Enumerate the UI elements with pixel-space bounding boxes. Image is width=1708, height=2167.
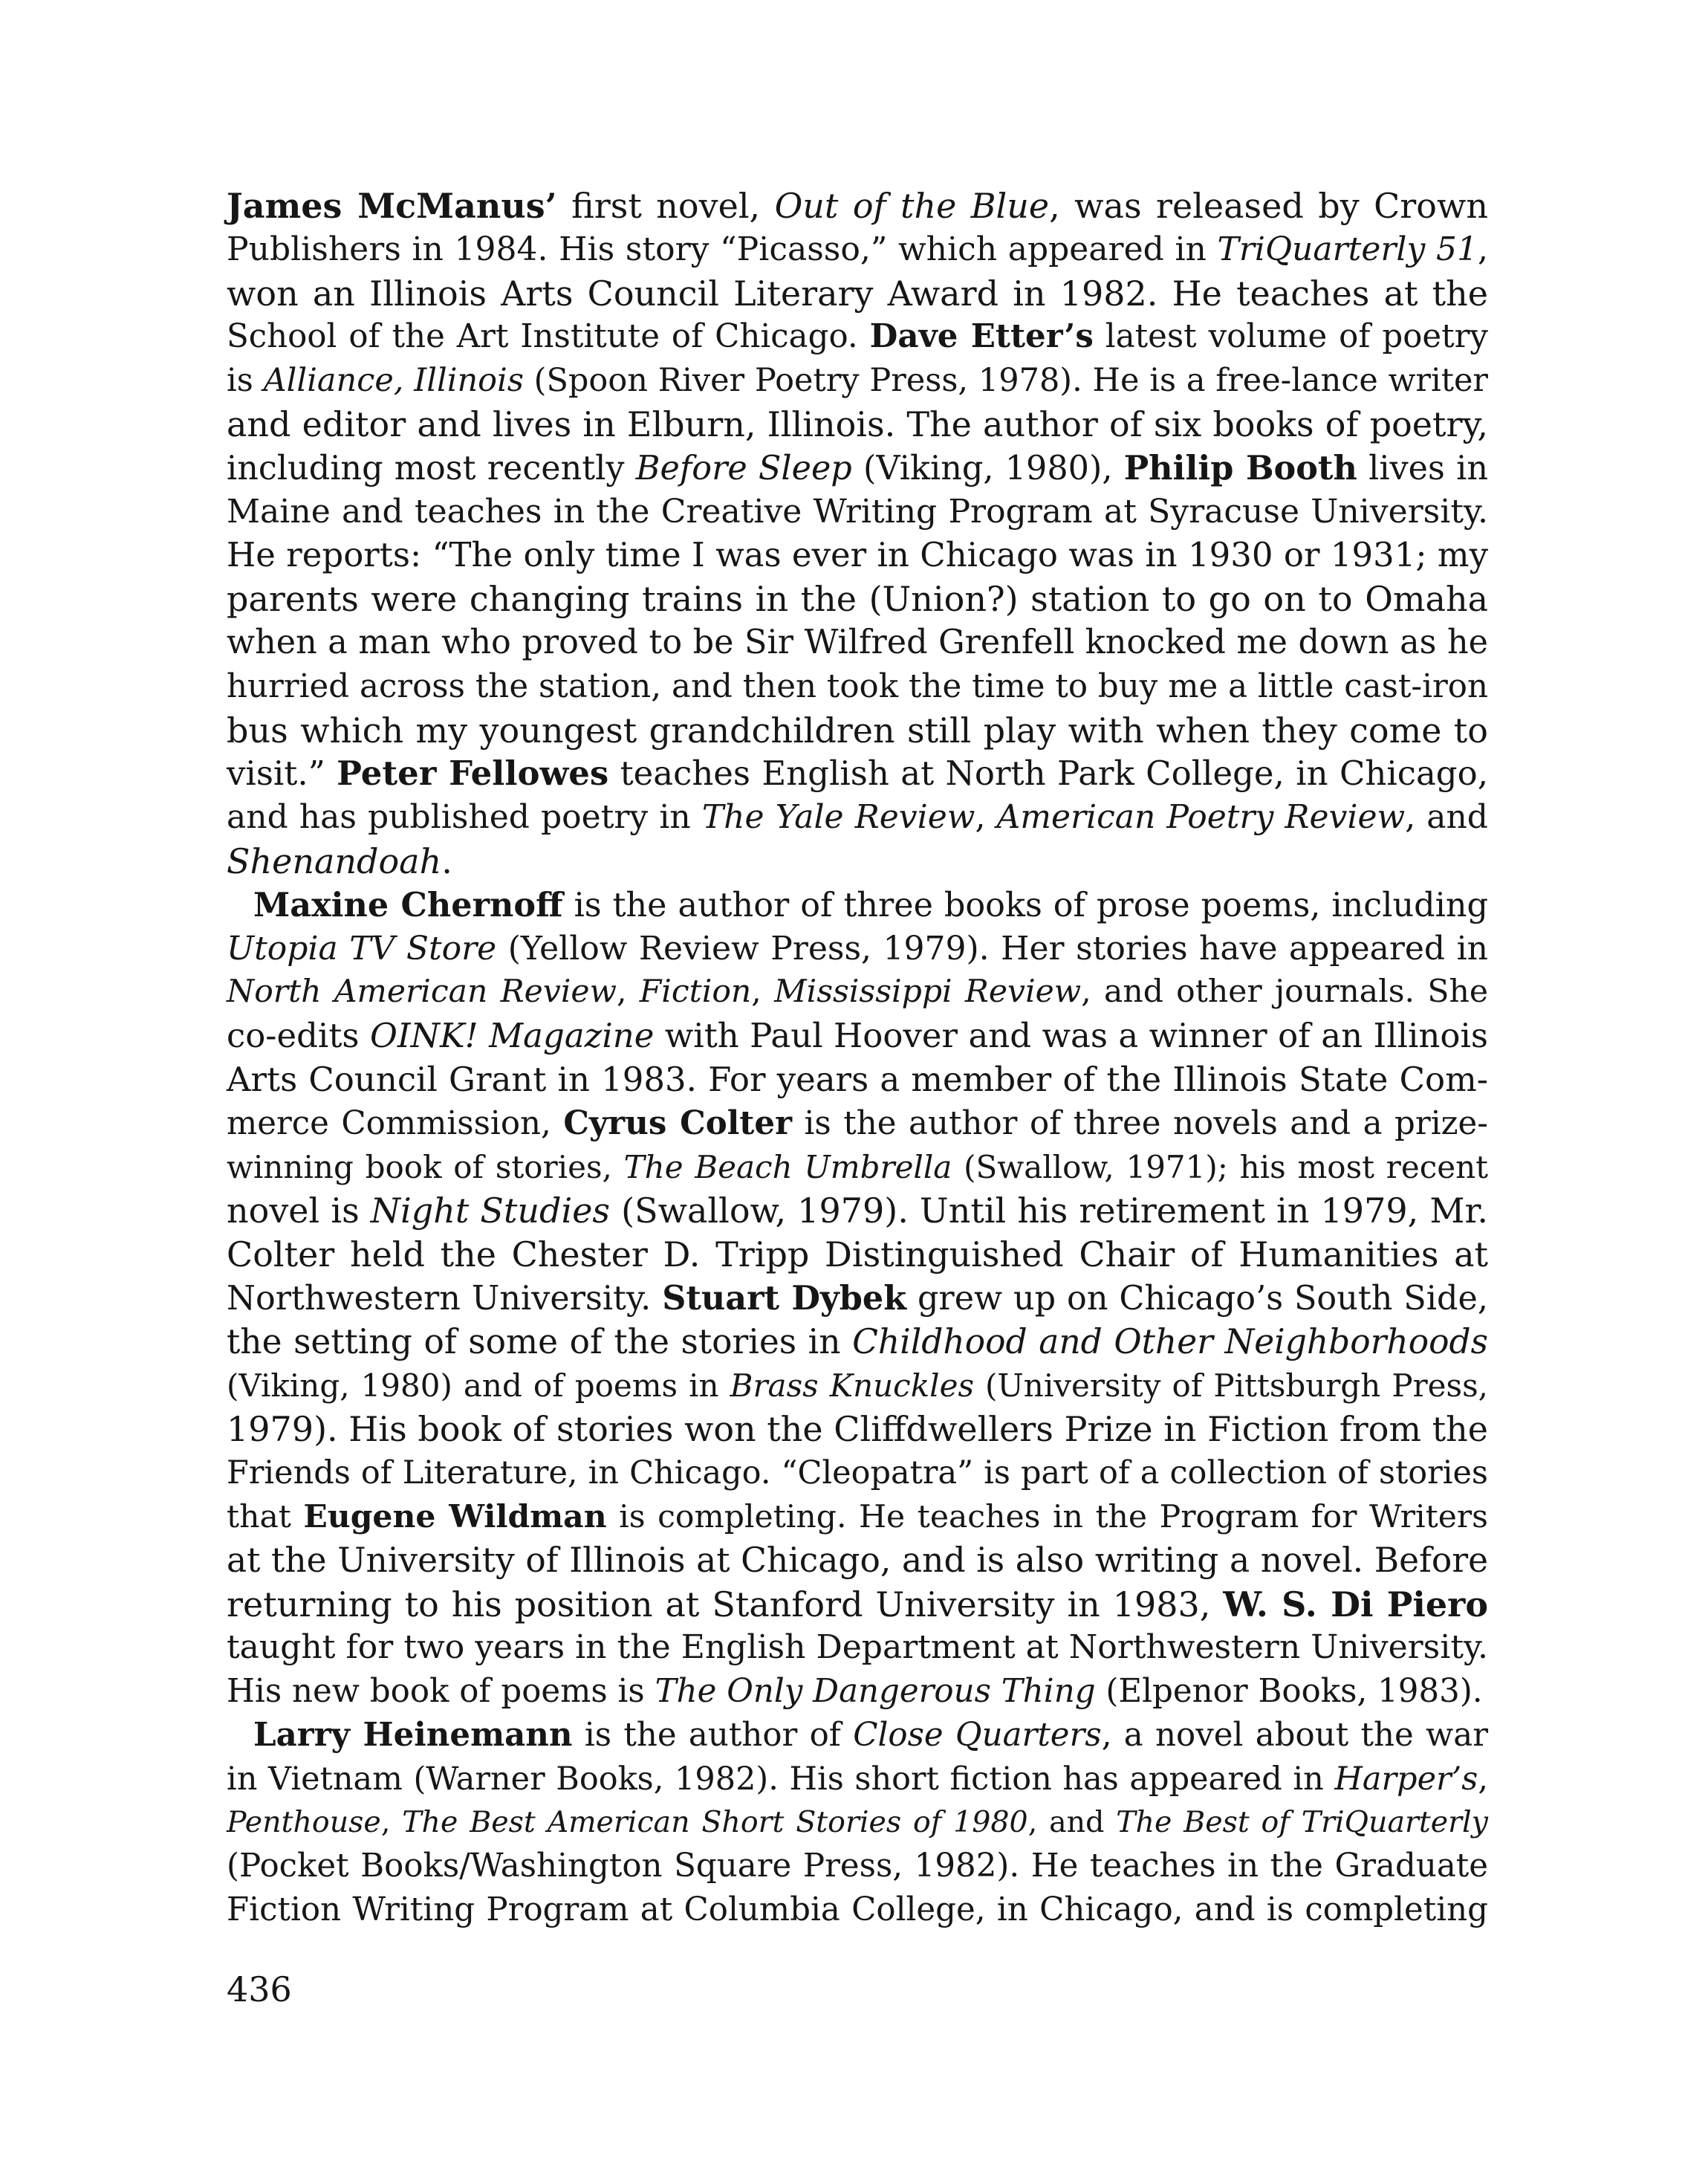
- text-line: [227, 228, 1488, 272]
- text-run: the setting of some of the stories in: [227, 1321, 853, 1361]
- text-run: at the University of Illinois at Chicago, and is also writing a novel. Before: [227, 1540, 1488, 1580]
- text-line: [227, 1146, 1488, 1190]
- text-run: , and: [1027, 1805, 1117, 1840]
- title-italic: Mississippi Review: [774, 974, 1082, 1011]
- text-line: [227, 1583, 1488, 1627]
- title-italic: The Best of TriQuarterly: [1116, 1805, 1488, 1840]
- text-line: [227, 1888, 1488, 1932]
- text-line: [227, 884, 1488, 927]
- title-italic: TriQuarterly 51: [1217, 230, 1478, 268]
- text-run: , was released by Crown: [1049, 186, 1488, 226]
- text-run: Friends of Literature, in Chicago. “Cleopatra” is part of a collection of stories: [227, 1454, 1488, 1492]
- text-run: , and other journals. She: [1081, 974, 1488, 1011]
- title-italic: The Best American Short Stories of 1980: [402, 1805, 1028, 1840]
- author-name: Cyrus Colter: [563, 1104, 792, 1142]
- text-run: is the author of three novels and a prize-: [792, 1104, 1488, 1142]
- title-italic: Harper’s: [1334, 1760, 1478, 1798]
- text-line: [227, 1189, 1488, 1233]
- page-number: 436: [227, 1969, 292, 2009]
- text-line: [227, 1233, 1488, 1277]
- paragraph: [227, 1714, 1488, 1932]
- text-run: hurried across the station, and then took the time to buy me a little cast-iron: [227, 667, 1488, 705]
- text-run: (Yellow Review Press, 1979). Her stories have appeared in: [496, 929, 1488, 968]
- text-run: with Paul Hoover and was a winner of an Illinois: [654, 1016, 1488, 1056]
- text-line: [227, 1321, 1488, 1364]
- title-italic: Alliance, Illinois: [263, 362, 524, 400]
- text-line: [227, 665, 1488, 709]
- text-run: .: [441, 840, 452, 881]
- text-run: winning book of stories,: [227, 1148, 624, 1185]
- text-run: and editor and lives in Elburn, Illinois. The author of six books of poetry,: [227, 404, 1488, 444]
- text-line: [227, 1058, 1488, 1102]
- title-italic: Childhood and Other Neighborhoods: [852, 1321, 1488, 1361]
- text-run: ,: [1478, 1760, 1488, 1798]
- title-italic: Close Quarters: [853, 1716, 1102, 1754]
- text-run: (Pocket Books/Washington Square Press, 1982). He teaches in the Graduate: [227, 1847, 1488, 1885]
- text-run: taught for two years in the English Department at Northwestern University.: [227, 1628, 1488, 1667]
- text-line: [227, 1539, 1488, 1583]
- text-run: Maine and teaches in the Creative Writing Program at Syracuse University.: [227, 492, 1488, 531]
- title-italic: Before Sleep: [635, 449, 852, 488]
- text-line: [227, 315, 1488, 359]
- text-run: first novel,: [556, 186, 775, 226]
- text-line: [227, 1451, 1488, 1495]
- text-line: [227, 1758, 1488, 1801]
- author-name: Dave Etter’s: [869, 317, 1094, 356]
- text-line: [227, 1801, 1488, 1844]
- text-line: [227, 927, 1488, 971]
- title-italic: Penthouse: [227, 1805, 381, 1840]
- text-line: [227, 1102, 1488, 1146]
- title-italic: American Poetry Review: [996, 798, 1406, 837]
- text-line: [227, 272, 1488, 316]
- text-run: parents were changing trains in the (Union?) station to go on to Omaha: [227, 579, 1488, 620]
- text-run: is: [227, 362, 264, 400]
- text-line: [227, 490, 1488, 534]
- text-run: (University of Pittsburgh Press,: [974, 1367, 1488, 1404]
- text-run: teaches English at North Park College, in Chicago,: [608, 754, 1488, 794]
- title-italic: OINK! Magazine: [369, 1016, 655, 1056]
- text-run: School of the Art Institute of Chicago.: [227, 318, 870, 356]
- text-line: [227, 796, 1488, 840]
- title-italic: The Only Dangerous Thing: [655, 1673, 1096, 1711]
- text-line: [227, 1670, 1488, 1714]
- author-name: Maxine Chernoff: [253, 885, 563, 924]
- text-line: [227, 1626, 1488, 1670]
- text-run: ,: [975, 798, 997, 837]
- text-line: [227, 1844, 1488, 1888]
- text-run: merce Commission,: [227, 1104, 564, 1142]
- author-name: Eugene Wildman: [303, 1497, 607, 1535]
- text-line: [227, 534, 1488, 577]
- text-line: [227, 1014, 1488, 1058]
- text-line: [227, 1277, 1488, 1321]
- text-line: [227, 621, 1488, 665]
- text-run: ,: [1478, 230, 1488, 268]
- text-run: , a novel about the war: [1101, 1716, 1488, 1754]
- text-line: [227, 1364, 1488, 1408]
- author-name: James McManus’: [227, 186, 557, 226]
- text-run: including most recently: [227, 449, 636, 488]
- text-run: visit.”: [227, 754, 337, 794]
- title-italic: Utopia TV Store: [227, 929, 497, 968]
- text-run: that: [227, 1498, 304, 1535]
- text-run: ,: [616, 974, 640, 1011]
- title-italic: Fiction: [639, 974, 752, 1011]
- author-name: Philip Booth: [1123, 448, 1357, 488]
- text-run: is completing. He teaches in the Program for Writers: [606, 1498, 1488, 1535]
- text-line: [227, 359, 1488, 403]
- text-run: novel is: [227, 1191, 371, 1231]
- text-line: [227, 447, 1488, 490]
- text-run: 1979). His book of stories won the Cliffdwellers Prize in Fiction from the: [227, 1409, 1488, 1450]
- text-run: Colter held the Chester D. Tripp Distinguished Chair of Humanities at: [227, 1234, 1488, 1275]
- title-italic: The Yale Review: [701, 798, 975, 837]
- text-run: and has published poetry in: [227, 798, 702, 837]
- text-line: [227, 1408, 1488, 1451]
- author-name: W. S. Di Piero: [1223, 1584, 1488, 1625]
- author-name: Peter Fellowes: [337, 754, 609, 794]
- text-line: [227, 971, 1488, 1014]
- text-line: [227, 752, 1488, 796]
- text-run: lives in: [1357, 449, 1488, 488]
- text-line: [227, 1714, 1488, 1758]
- text-run: Publishers in 1984. His story “Picasso,” which appeared in: [227, 230, 1218, 268]
- text-run: (Swallow, 1971); his most recent: [952, 1148, 1488, 1185]
- text-run: returning to his position at Stanford University in 1983,: [227, 1584, 1224, 1625]
- title-italic: The Beach Umbrella: [623, 1148, 952, 1185]
- text-line: [227, 840, 1488, 884]
- text-run: Northwestern University.: [227, 1279, 663, 1318]
- title-italic: Shenandoah: [227, 840, 442, 881]
- text-line: [227, 184, 1488, 228]
- text-line: [227, 709, 1488, 753]
- text-line: [227, 403, 1488, 447]
- paragraph: [227, 884, 1488, 1714]
- text-run: in Vietnam (Warner Books, 1982). His short fiction has appeared in: [227, 1760, 1335, 1798]
- text-run: Arts Council Grant in 1983. For years a member of the Illinois State Com-: [227, 1059, 1488, 1099]
- text-run: His new book of poems is: [227, 1673, 655, 1711]
- text-run: ,: [380, 1805, 403, 1840]
- text-run: ,: [751, 974, 775, 1011]
- text-run: (Viking, 1980),: [851, 449, 1124, 488]
- text-run: bus which my youngest grandchildren still play with when they come to: [227, 710, 1488, 751]
- text-run: is the author of three books of prose poems, including: [562, 886, 1488, 924]
- title-italic: North American Review: [227, 974, 617, 1011]
- text-run: , and: [1405, 798, 1488, 837]
- text-run: is the author of: [572, 1716, 854, 1754]
- text-run: (Swallow, 1979). Until his retirement in 1979, Mr.: [610, 1191, 1488, 1231]
- text-line: [227, 577, 1488, 621]
- title-italic: Night Studies: [370, 1191, 611, 1231]
- title-italic: Out of the Blue: [774, 186, 1050, 226]
- paragraph: [227, 184, 1488, 884]
- text-line: [227, 1495, 1488, 1539]
- text-run: grew up on Chicago’s South Side,: [906, 1279, 1488, 1318]
- contributors-notes-text: [227, 184, 1488, 1932]
- text-run: (Viking, 1980) and of poems in: [227, 1367, 730, 1404]
- text-run: (Elpenor Books, 1983).: [1095, 1673, 1483, 1711]
- author-name: Stuart Dybek: [662, 1278, 907, 1318]
- text-run: Fiction Writing Program at Columbia College, in Chicago, and is completing: [227, 1891, 1488, 1929]
- text-run: (Spoon River Poetry Press, 1978). He is a free-lance writer: [523, 362, 1488, 400]
- text-run: He reports: “The only time I was ever in Chicago was in 1930 or 1931; my: [227, 535, 1488, 575]
- text-run: when a man who proved to be Sir Wilfred Grenfell knocked me down as he: [227, 623, 1488, 661]
- title-italic: Brass Knuckles: [730, 1367, 974, 1404]
- text-run: co-edits: [227, 1016, 370, 1056]
- text-run: latest volume of poetry: [1093, 318, 1488, 356]
- text-run: won an Illinois Arts Council Literary Award in 1982. He teaches at the: [227, 273, 1488, 314]
- author-name: Larry Heinemann: [253, 1715, 573, 1754]
